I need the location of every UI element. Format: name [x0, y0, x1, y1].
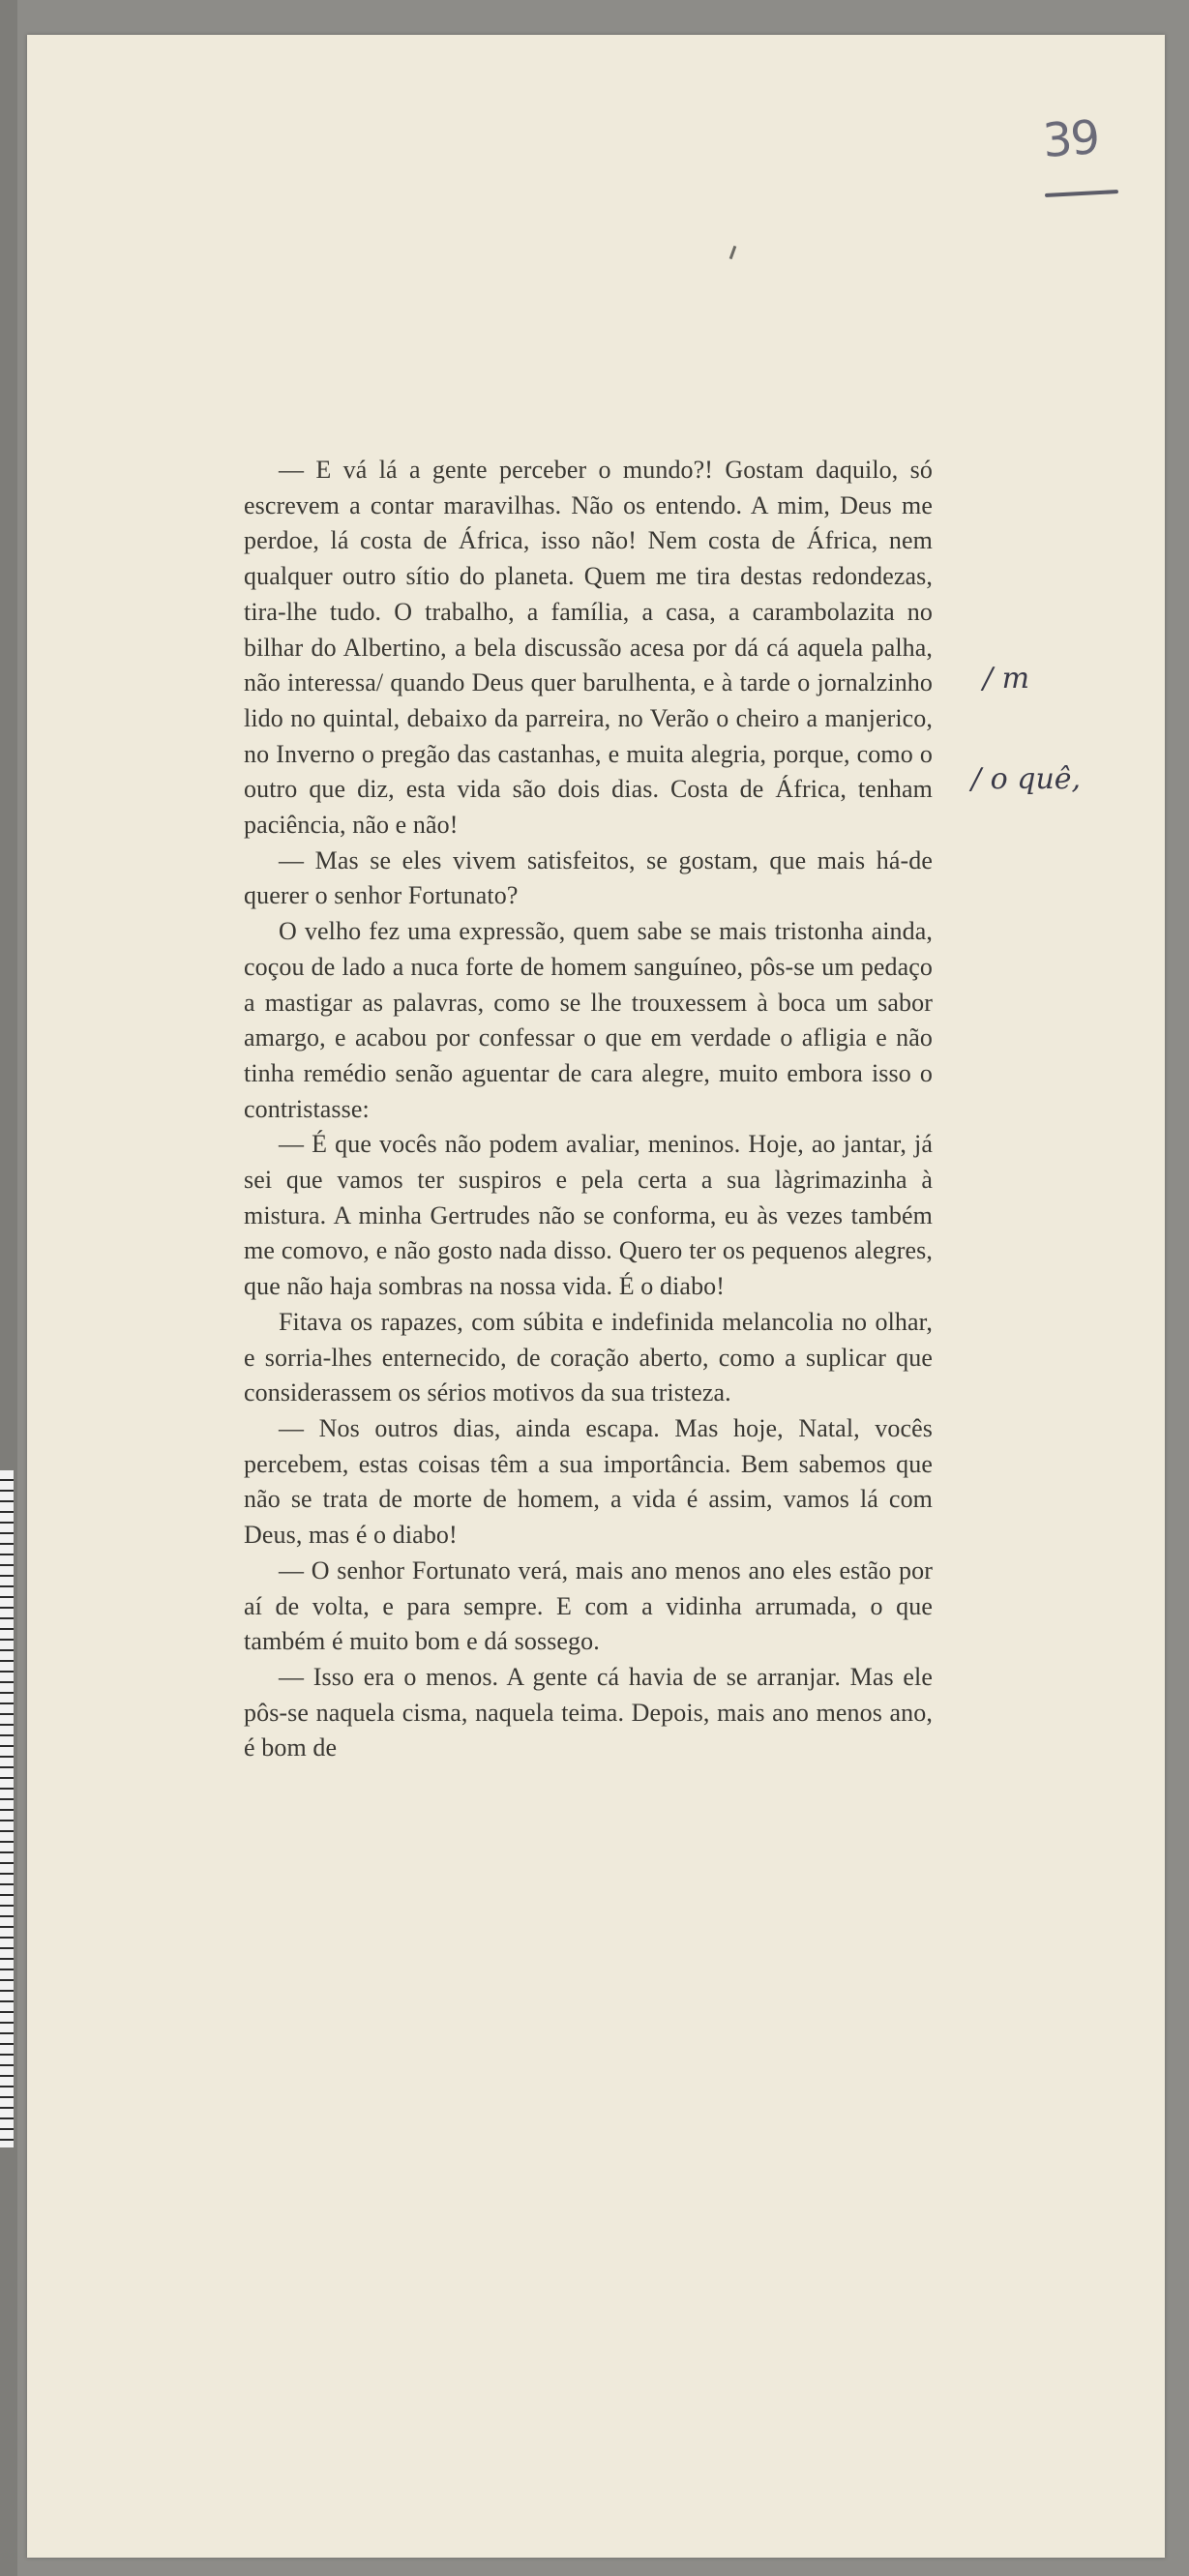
- paragraph: — Isso era o menos. A gente cá havia de se arranjar. Mas ele pôs-se naquela cisma, naquela teima. Depois, mais ano menos ano, é bom de: [244, 1662, 933, 1762]
- scan-background: [0, 0, 17, 2576]
- typescript-page: [27, 35, 1165, 2558]
- paragraph: Fitava os rapazes, com súbita e indefinida melancolia no olhar, e sorria-lhes enternecido, de coração aberto, como a suplicar que considerassem os sérios motivos da sua tristeza.: [244, 1307, 933, 1407]
- body-text: [244, 453, 933, 1766]
- paragraph: — É que vocês não podem avaliar, meninos. Hoje, ao jantar, já sei que vamos ter suspiros e pela certa a sua làgrimazinha à mistura. A minha Gertrudes não se conforma, eu às vezes também me comovo, e não gosto nada disso. Quero ter os pequenos alegres, que não haja sombras na nossa vida. É o diabo!: [244, 1130, 933, 1301]
- page-number: 39: [1041, 110, 1100, 168]
- paragraph: — E vá lá a gente perceber o mundo?! Gostam daquilo, só escrevem a contar maravilhas. Não os entendo. A mim, Deus me perdoe, lá costa de África, isso não! Nem costa de África, nem qualquer outro sítio do planeta. Quem me tira destas redondezas, tira-lhe tudo. O trabalho, a família, a casa, a carambolazita no bilhar do Albertino, a bela discussão acesa por dá cá aquela palha, não interessa/ quando Deus quer barulhenta, e à tarde o jornalzinho lido no quintal, debaixo da parreira, no Verão o cheiro a manjerico, no Inverno o pregão das castanhas, e muita alegria, porque, como o outro que diz, esta vida são dois dias. Costa de África, tenham paciência, não e não!: [244, 456, 933, 840]
- margin-correction-note: / o quê,: [971, 762, 1082, 796]
- paragraph: O velho fez uma expressão, quem sabe se mais tristonha ainda, coçou de lado a nuca forte de homem sanguíneo, pôs-se um pedaço a mastigar as palavras, como se lhe trouxessem à boca um sabor amargo, e acabou por confessar o que em verdade o afligia e não tinha remédio senão aguentar de cara alegre, muito embora isso o contristasse:: [244, 917, 933, 1123]
- paragraph: — O senhor Fortunato verá, mais ano menos ano eles estão por aí de volta, e para sempre. E com a vidinha arrumada, o que também é muito bom e dá sossego.: [244, 1555, 933, 1656]
- scan-ruler-strip: [0, 1470, 14, 2147]
- paragraph: — Nos outros dias, ainda escapa. Mas hoje, Natal, vocês percebem, estas coisas têm a sua importância. Bem sabemos que não se trata de morte de homem, a vida é assim, vamos lá com Deus, mas é o diabo!: [244, 1413, 933, 1550]
- stray-pencil-mark: [729, 246, 737, 259]
- page-number-underline: [1045, 190, 1118, 197]
- paragraph: — Mas se eles vivem satisfeitos, se gostam, que mais há-de querer o senhor Fortunato?: [244, 845, 933, 910]
- margin-correction-note: / m: [983, 662, 1030, 696]
